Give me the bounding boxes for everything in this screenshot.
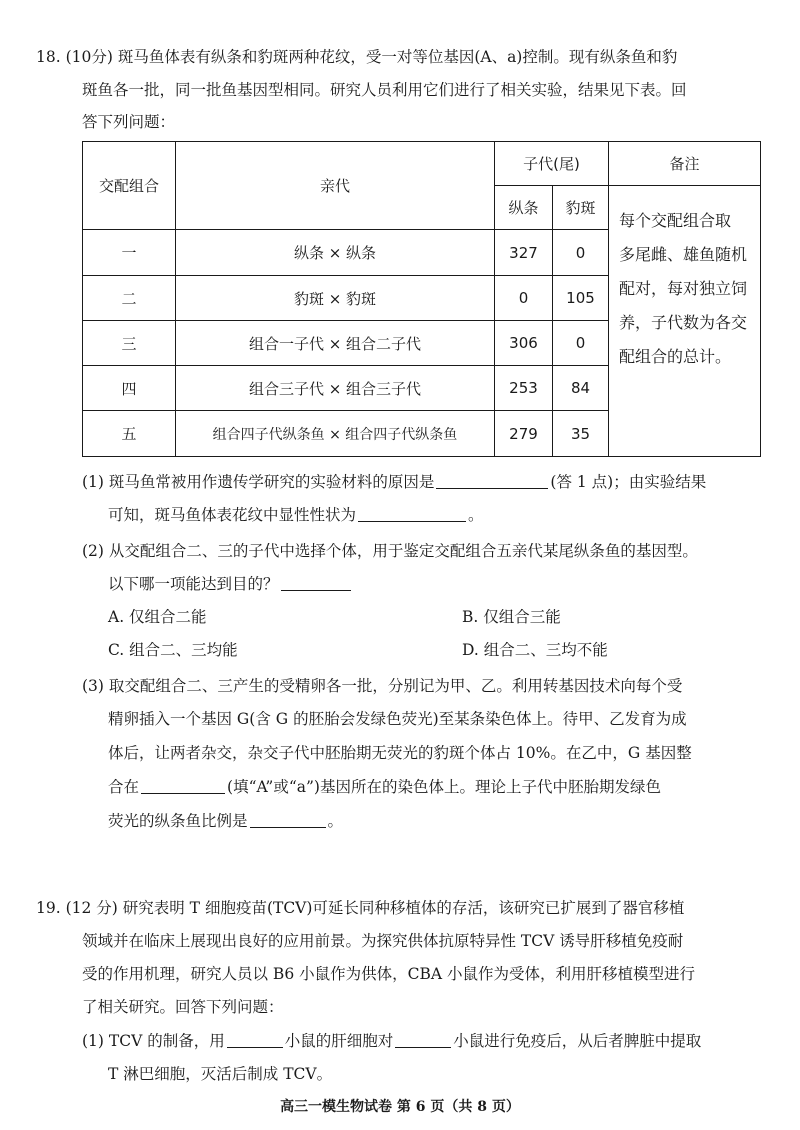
answer-blank[interactable]	[281, 574, 351, 591]
q19-part1-line-1	[82, 1030, 701, 1052]
row-group: 四	[83, 366, 176, 411]
page-footer: 高三一模生物试卷 第 6 页（共 8 页）	[280, 1099, 520, 1115]
row-stripe-count: 327	[495, 230, 553, 276]
mating-results-table	[82, 141, 761, 457]
q18-part3-text: 荧光的纵条鱼比例是	[108, 812, 248, 830]
q18-part2-line-1: (2) 从交配组合二、三的子代中选择个体，用于鉴定交配组合五亲代某尾纵条鱼的基因型。	[82, 542, 698, 560]
row-stripe-count: 279	[495, 411, 553, 457]
row-parents: 组合四子代纵条鱼 × 组合四子代纵条鱼	[176, 411, 495, 457]
remarks-line: 配组合的总计。	[619, 347, 732, 366]
header-leopard: 豹斑	[553, 186, 609, 230]
q18-intro-line-1: 18. (10分) 斑马鱼体表有纵条和豹斑两种花纹，受一对等位基因(A、a)控制。现有纵条鱼和豹	[36, 48, 678, 66]
row-group: 三	[83, 321, 176, 366]
q19-part1-line-2: T 淋巴细胞，灭活后制成 TCV。	[108, 1065, 333, 1083]
answer-blank[interactable]	[250, 811, 326, 828]
remarks-line: 养，子代数为各交	[619, 313, 748, 332]
q18-intro-line-2: 斑鱼各一批，同一批鱼基因型相同。研究人员利用它们进行了相关实验，结果见下表。回	[82, 81, 687, 99]
q18-part3-text: 合在	[108, 778, 140, 796]
header-parents: 亲代	[176, 142, 495, 230]
header-offspring: 子代(尾)	[495, 142, 609, 186]
header-mating-group: 交配组合	[83, 142, 176, 230]
remarks-line: 每个交配组合取	[619, 211, 732, 230]
header-stripe: 纵条	[495, 186, 553, 230]
answer-blank[interactable]	[436, 472, 548, 489]
row-group: 五	[83, 411, 176, 457]
row-stripe-count: 253	[495, 366, 553, 411]
remarks-line: 配对，每对独立饲	[619, 279, 748, 298]
q18-part3-line-3: 体后，让两者杂交，杂交子代中胚胎期无荧光的豹斑个体占 10%。在乙中，G 基因整	[108, 744, 692, 762]
q19-part1-text: 小鼠进行免疫后，从后者脾脏中提取	[453, 1032, 702, 1050]
option-c[interactable]: C. 组合二、三均能	[108, 641, 238, 659]
row-leopard-count: 0	[553, 230, 609, 276]
row-leopard-count: 105	[553, 276, 609, 321]
q18-intro-line-3: 答下列问题：	[82, 113, 176, 131]
q19-intro-line-1: 19. (12 分) 研究表明 T 细胞疫苗(TCV)可延长同种移植体的存活，该研究已扩展到了器官移植	[36, 899, 685, 917]
remarks-cell	[609, 186, 761, 457]
row-parents: 组合三子代 × 组合三子代	[176, 366, 495, 411]
q18-part1-text: (答 1 点)；由实验结果	[550, 473, 707, 491]
q18-part3-line-5	[108, 810, 343, 832]
q18-part1-text: 。	[468, 506, 484, 524]
row-parents: 纵条 × 纵条	[176, 230, 495, 276]
q19-intro-line-4: 了相关研究。回答下列问题：	[82, 998, 284, 1016]
q19-intro-line-2: 领域并在临床上展现出良好的应用前景。为探究供体抗原特异性 TCV 诱导肝移植免疫耐	[82, 932, 684, 950]
q18-part3-line-4	[108, 776, 661, 798]
row-group: 一	[83, 230, 176, 276]
q18-part2-line-2	[108, 573, 353, 595]
q18-part3-line-1: (3) 取交配组合二、三产生的受精卵各一批，分别记为甲、乙。利用转基因技术向每个受	[82, 677, 683, 695]
row-stripe-count: 306	[495, 321, 553, 366]
q18-part1-line-2	[108, 504, 484, 526]
row-leopard-count: 84	[553, 366, 609, 411]
row-leopard-count: 0	[553, 321, 609, 366]
remarks-line: 多尾雌、雄鱼随机	[619, 245, 748, 264]
option-b[interactable]: B. 仅组合三能	[462, 608, 561, 626]
q19-part1-text: (1) TCV 的制备，用	[82, 1032, 225, 1050]
q18-part1-text: 可知，斑马鱼体表花纹中显性性状为	[108, 506, 357, 524]
header-remarks: 备注	[609, 142, 761, 186]
q19-part1-text: 小鼠的肝细胞对	[284, 1032, 394, 1050]
option-a[interactable]: A. 仅组合二能	[108, 608, 207, 626]
row-stripe-count: 0	[495, 276, 553, 321]
q19-intro-line-3: 受的作用机理，研究人员以 B6 小鼠作为供体，CBA 小鼠作为受体，利用肝移植模型进行	[82, 965, 695, 983]
q18-part3-text: (填“A”或“a”)基因所在的染色体上。理论上子代中胚胎期发绿色	[227, 778, 661, 796]
answer-blank[interactable]	[227, 1031, 283, 1048]
answer-blank[interactable]	[141, 777, 225, 794]
row-group: 二	[83, 276, 176, 321]
answer-blank[interactable]	[395, 1031, 451, 1048]
q18-part3-line-2: 精卵插入一个基因 G(含 G 的胚胎会发绿色荧光)至某条染色体上。待甲、乙发育为成	[108, 710, 687, 728]
option-d[interactable]: D. 组合二、三均不能	[462, 641, 608, 659]
q18-part3-text: 。	[327, 812, 344, 830]
q18-part1-text: (1) 斑马鱼常被用作遗传学研究的实验材料的原因是	[82, 473, 435, 491]
q18-part1-line-1	[82, 471, 706, 493]
q18-part2-text: 以下哪一项能达到目的？	[108, 575, 279, 593]
row-leopard-count: 35	[553, 411, 609, 457]
row-parents: 组合一子代 × 组合二子代	[176, 321, 495, 366]
row-parents: 豹斑 × 豹斑	[176, 276, 495, 321]
answer-blank[interactable]	[358, 505, 466, 522]
